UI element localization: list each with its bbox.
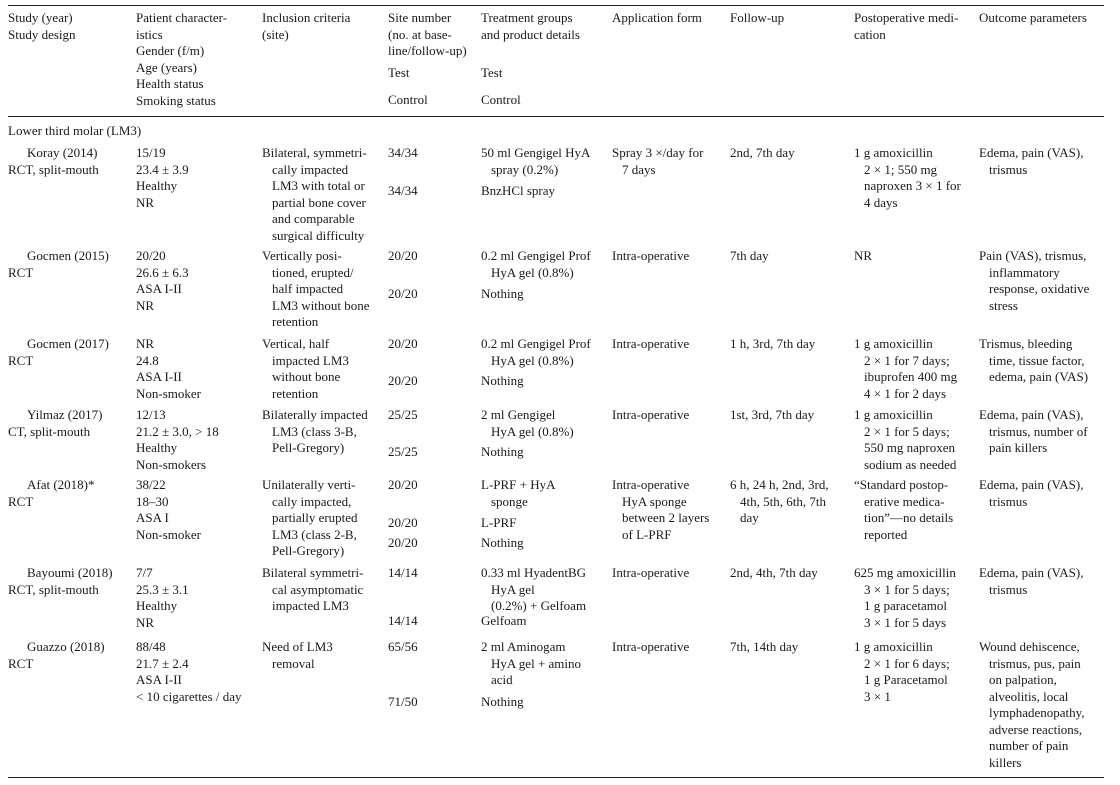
cell-followup: 2nd, 4th, 7th day [730,565,818,580]
cell-application: Intra-operative HyA sponge between 2 layers of L-PRF [612,477,710,542]
cell-site-test: 20/20 [388,336,418,351]
cell-medication: “Standard postop- erative medica- tion”—no details reported [854,477,954,542]
cell-outcome: Edema, pain (VAS), trismus [979,477,1084,509]
cell-outcome: Edema, pain (VAS), trismus [979,565,1084,597]
cell-study: Koray (2014) RCT, split-mouth [8,145,99,177]
cell-inclusion: Bilateral symmetri- cal asymptomatic impacted LM3 [262,565,364,613]
cell-study: Yilmaz (2017) CT, split-mouth [8,407,103,439]
cell-patient: NR 24.8 ASA I-II Non-smoker [136,336,201,401]
cell-study: Guazzo (2018) RCT [8,639,105,671]
cell-site-test: 34/34 [388,145,418,160]
cell-inclusion: Bilaterally impacted LM3 (class 3-B, Pell-Gregory) [262,407,368,455]
header-outcome: Outcome parameters [979,10,1087,25]
cell-site-control: 25/25 [388,444,418,459]
cell-application: Intra-operative [612,565,690,580]
cell-medication: NR [854,248,873,263]
cell-medication: 1 g amoxicillin 2 × 1 for 7 days; ibuprofen 400 mg 4 × 1 for 2 days [854,336,958,401]
cell-inclusion: Vertical, half impacted LM3 without bone retention [262,336,349,401]
cell-site-test: 20/20 [388,477,418,492]
header-treatment: Treatment groups and product details [481,10,580,42]
cell-patient: 88/48 21.7 ± 2.4 ASA I-II < 10 cigarettes / day [136,639,242,704]
section-label: Lower third molar (LM3) [8,123,142,138]
cell-treatment-control: Nothing [481,694,524,709]
header-site: Site number (no. at base- line/follow-up) [388,10,467,58]
cell-followup: 1 h, 3rd, 7th day [730,336,816,351]
cell-site-control-2: 20/20 [388,535,418,550]
cell-medication: 1 g amoxicillin 2 × 1; 550 mg naproxen 3 × 1 for 4 days [854,145,961,210]
cell-patient: 7/7 25.3 ± 3.1 Healthy NR [136,565,189,630]
header-application: Application form [612,10,702,25]
header-patient: Patient character- istics Gender (f/m) Age (years) Health status Smoking status [136,10,228,108]
cell-study: Afat (2018)* RCT [8,477,95,509]
cell-application: Intra-operative [612,407,690,422]
cell-treatment-test: 0.2 ml Gengigel Prof HyA gel (0.8%) [481,248,591,280]
cell-treatment-test: 0.2 ml Gengigel Prof HyA gel (0.8%) [481,336,591,368]
cell-outcome: Trismus, bleeding time, tissue factor, edema, pain (VAS) [979,336,1089,384]
cell-followup: 2nd, 7th day [730,145,795,160]
cell-treatment-test: 2 ml Aminogam HyA gel + amino acid [481,639,582,687]
cell-inclusion: Bilateral, symmetri- cally impacted LM3 with total or partial bone cover and comparable surgical difficulty [262,145,367,243]
cell-treatment-test: 2 ml Gengigel HyA gel (0.8%) [481,407,574,439]
cell-treatment-control-2: Nothing [481,535,524,550]
cell-medication: 1 g amoxicillin 2 × 1 for 6 days; 1 g Paracetamol 3 × 1 [854,639,950,704]
cell-treatment-test: 0.33 ml HyadentBG HyA gel (0.2%) + Gelfoam [481,565,587,613]
cell-followup: 1st, 3rd, 7th day [730,407,815,422]
cell-site-control: 14/14 [388,613,418,628]
cell-site-control: 71/50 [388,694,418,709]
header-site-test: Test [388,65,410,80]
cell-application: Intra-operative [612,336,690,351]
cell-site-control: 20/20 [388,286,418,301]
cell-site-control: 20/20 [388,373,418,388]
cell-treatment-test: L-PRF + HyA sponge [481,477,556,509]
cell-followup: 6 h, 24 h, 2nd, 3rd, 4th, 5th, 6th, 7th day [730,477,829,525]
cell-site-control: 34/34 [388,183,418,198]
header-bottom-rule [8,116,1104,117]
cell-followup: 7th, 14th day [730,639,799,654]
header-study: Study (year) Study design [8,10,76,42]
cell-study: Gocmen (2015) RCT [8,248,109,280]
cell-medication: 625 mg amoxicillin 3 × 1 for 5 days; 1 g paracetamol 3 × 1 for 5 days [854,565,956,630]
cell-patient: 38/22 18–30 ASA I Non-smoker [136,477,201,542]
cell-treatment-control: Nothing [481,286,524,301]
cell-inclusion: Unilaterally verti- cally impacted, partially erupted LM3 (class 2-B, Pell-Gregory) [262,477,358,558]
cell-site-control: 20/20 [388,515,418,530]
header-followup: Follow-up [730,10,785,25]
cell-treatment-control: Nothing [481,373,524,388]
cell-application: Intra-operative [612,639,690,654]
cell-study: Bayoumi (2018) RCT, split-mouth [8,565,113,597]
cell-outcome: Pain (VAS), trismus, inflammatory response, oxidative stress [979,248,1090,313]
table-top-rule [8,5,1104,6]
cell-outcome: Edema, pain (VAS), trismus, number of pain killers [979,407,1088,455]
cell-patient: 15/19 23.4 ± 3.9 Healthy NR [136,145,189,210]
cell-outcome: Wound dehiscence, trismus, pus, pain on palpation, alveolitis, local lymphadenopathy, adverse reactions, number of pain killers [979,639,1085,770]
cell-application: Intra-operative [612,248,690,263]
cell-inclusion: Vertically posi- tioned, erupted/ half impacted LM3 without bone retention [262,248,370,329]
cell-treatment-control: Nothing [481,444,524,459]
cell-outcome: Edema, pain (VAS), trismus [979,145,1084,177]
cell-application: Spray 3 ×/day for 7 days [612,145,704,177]
header-medication: Postoperative medi- cation [854,10,959,42]
cell-site-test: 20/20 [388,248,418,263]
cell-study: Gocmen (2017) RCT [8,336,109,368]
header-treatment-test: Test [481,65,503,80]
cell-site-test: 65/56 [388,639,418,654]
header-site-control: Control [388,92,428,107]
header-treatment-control: Control [481,92,521,107]
cell-followup: 7th day [730,248,769,263]
cell-treatment-control: Gelfoam [481,613,527,628]
cell-treatment-test: 50 ml Gengigel HyA spray (0.2%) [481,145,591,177]
header-inclusion: Inclusion criteria (site) [262,10,351,42]
cell-patient: 20/20 26.6 ± 6.3 ASA I-II NR [136,248,189,313]
cell-patient: 12/13 21.2 ± 3.0, > 18 Healthy Non-smokers [136,407,219,472]
cell-inclusion: Need of LM3 removal [262,639,333,671]
cell-site-test: 14/14 [388,565,418,580]
table-bottom-rule [8,777,1104,778]
cell-medication: 1 g amoxicillin 2 × 1 for 5 days; 550 mg naproxen sodium as needed [854,407,957,472]
cell-treatment-control: L-PRF [481,515,517,530]
cell-site-test: 25/25 [388,407,418,422]
cell-treatment-control: BnzHCl spray [481,183,556,198]
